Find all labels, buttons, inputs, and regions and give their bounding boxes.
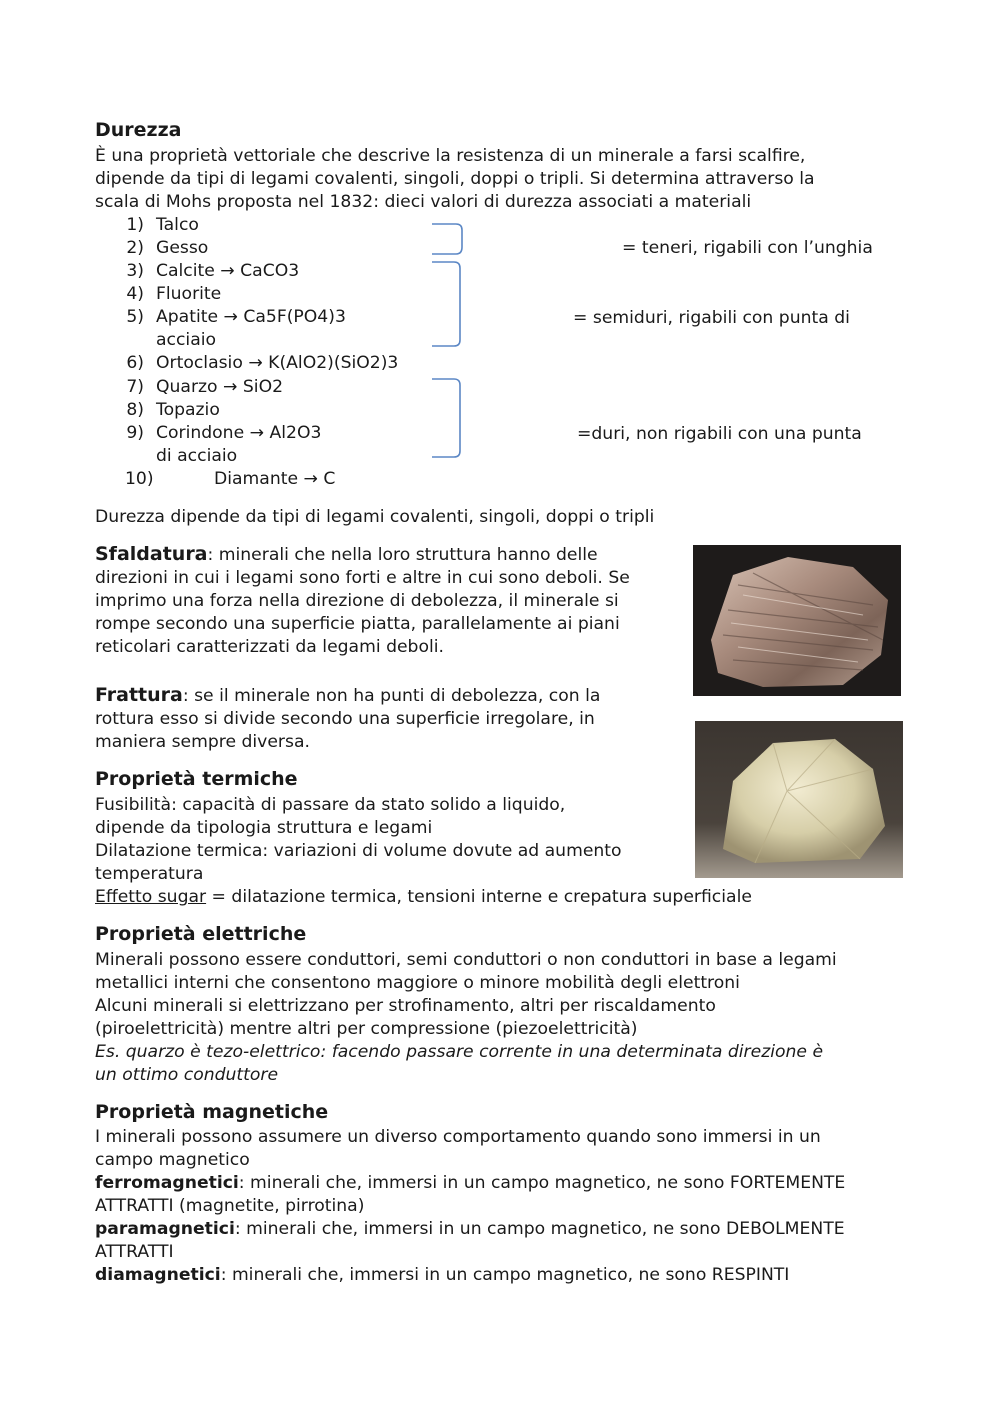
definition-text: : se il minerale non ha punti di debolezza, con la [182,686,601,706]
definition-text: : minerali che, immersi in un campo magnetico, ne sono RESPINTI [220,1265,790,1285]
paragraph-line: rompe secondo una superficie piatta, parallelamente ai piani [95,614,620,634]
frattura-first-line [95,684,600,708]
paragraph-line: reticolari caratterizzati da legami deboli. [95,637,444,657]
paramagnetici-line [95,1218,845,1241]
paragraph-line: rottura esso si divide secondo una superficie irregolare, in [95,709,595,729]
list-item: Gesso [156,238,209,258]
list-item: Calcite → CaCO3 [156,261,300,281]
term-frattura: Frattura [95,684,183,706]
group-label-hard: =duri, non rigabili con una punta [577,424,862,444]
term-ferromagnetici: ferromagnetici [95,1173,239,1193]
definition-text: = dilatazione termica, tensioni interne e crepatura superficiale [206,887,752,907]
paragraph-line: I minerali possono assumere un diverso comportamento quando sono immersi in un [95,1127,821,1147]
paragraph-line: (piroelettricità) mentre altri per compressione (piezoelettricità) [95,1019,638,1039]
paragraph-line: È una proprietà vettoriale che descrive la resistenza di un minerale a farsi scalfire, [95,146,806,166]
section-title-termiche: Proprietà termiche [95,768,298,790]
paragraph-line: campo magnetico [95,1150,250,1170]
durezza-note: Durezza dipende da tipi di legami covalenti, singoli, doppi o tripli [95,507,655,527]
ferromagnetici-line [95,1172,845,1195]
term-effetto-sugar: Effetto sugar [95,887,207,907]
example-line: Es. quarzo è tezo-elettrico: facendo passare corrente in una determinata direzione è [95,1042,824,1062]
definition-text: : minerali che, immersi in un campo magnetico, ne sono DEBOLMENTE [234,1219,845,1239]
paragraph-line: temperatura [95,864,204,884]
list-number: 4) [126,284,144,304]
sfaldatura-first-line [95,543,598,567]
list-item: Fluorite [156,284,222,304]
paragraph-line: dipende da tipologia struttura e legami [95,818,433,838]
example-line: un ottimo conduttore [95,1065,279,1085]
paragraph-line: Fusibilità: capacità di passare da stato solido a liquido, [95,795,566,815]
list-item: Quarzo → SiO2 [156,377,284,397]
list-number: 10) [125,469,154,489]
section-title-durezza: Durezza [95,119,182,141]
list-item: Topazio [156,400,220,420]
list-number: 1) [126,215,144,235]
paragraph-line: dipende da tipi di legami covalenti, singoli, doppi o tripli. Si determina attraverso la [95,169,815,189]
list-item: Corindone → Al2O3 [156,423,322,443]
list-item-continuation: di acciaio [156,446,238,466]
paragraph-line: ATTRATTI [95,1242,174,1262]
list-item: Apatite → Ca5F(PO4)3 [156,307,346,327]
list-number: 6) [126,353,144,373]
list-number: 2) [126,238,144,258]
definition-text: : minerali che, immersi in un campo magnetico, ne sono FORTEMENTE [238,1173,846,1193]
frattura-mineral-image [695,721,903,878]
list-item: Ortoclasio → K(AlO2)(SiO2)3 [156,353,399,373]
sfaldatura-mineral-image [693,545,901,696]
term-sfaldatura: Sfaldatura [95,543,208,565]
paragraph-line: scala di Mohs proposta nel 1832: dieci valori di durezza associati a materiali [95,192,752,212]
list-number: 7) [126,377,144,397]
list-number: 5) [126,307,144,327]
section-title-elettriche: Proprietà elettriche [95,923,307,945]
paragraph-line: Alcuni minerali si elettrizzano per strofinamento, altri per riscaldamento [95,996,716,1016]
paragraph-line: imprimo una forza nella direzione di debolezza, il minerale si [95,591,619,611]
list-number: 8) [126,400,144,420]
paragraph-line: Dilatazione termica: variazioni di volume dovute ad aumento [95,841,622,861]
paragraph-line: Minerali possono essere conduttori, semi conduttori o non conduttori in base a legami [95,950,837,970]
definition-text: : minerali che nella loro struttura hanno delle [207,545,598,565]
section-title-magnetiche: Proprietà magnetiche [95,1101,329,1123]
list-number: 9) [126,423,144,443]
list-item-continuation: acciaio [156,330,217,350]
term-paramagnetici: paramagnetici [95,1219,235,1239]
paragraph-line: metallici interni che consentono maggiore o minore mobilità degli elettroni [95,973,740,993]
list-item: Diamante → C [214,469,336,489]
term-diamagnetici: diamagnetici [95,1265,221,1285]
list-item: Talco [156,215,199,235]
paragraph-line: ATTRATTI (magnetite, pirrotina) [95,1196,365,1216]
paragraph-line: direzioni in cui i legami sono forti e altre in cui sono deboli. Se [95,568,630,588]
diamagnetici-line [95,1264,789,1287]
paragraph-line: maniera sempre diversa. [95,732,310,752]
list-number: 3) [126,261,144,281]
group-label-soft: = teneri, rigabili con l’unghia [622,238,873,258]
group-label-medium: = semiduri, rigabili con punta di [573,308,850,328]
effetto-sugar-line [95,886,752,909]
